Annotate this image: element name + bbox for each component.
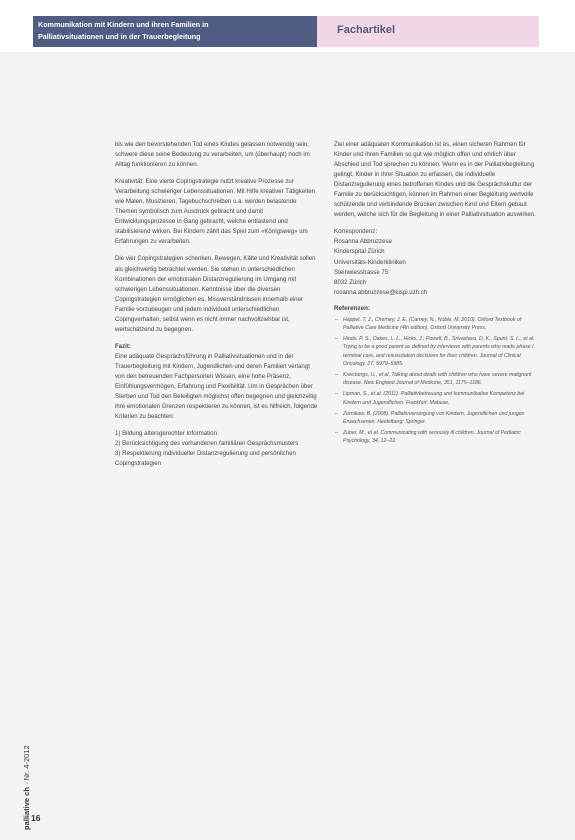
correspondence-email-link[interactable]: rosanna.abbruzzese@kispi.uzh.ch (334, 288, 428, 296)
journal-side-label (22, 745, 31, 830)
correspondence-heading: Korrespondenz: (334, 228, 378, 236)
page-header (0, 0, 575, 52)
left-column (115, 140, 319, 475)
paragraph: Die vier Copingstrategien schenken, Bewegen, Kälte und Kreativität sollen als gleichwertig betrachtet werden. Sie stehen in unterschiedlichen Kombinationen der emotionalen Distanzregulierung im Umgang mit schwierigen Lebenssituationen. Kenntnisse über die diversen Copingstrategien ermöglichen es, Missverständnissen innerhalb einer Familie vorzubeugen und jedem individuell unterschiedlichen Copingverhalten, selbst wenn es nicht immer nachvollziehbar ist, wertschätzend zu begegnen. (115, 255, 316, 333)
fazit-paragraph: Eine adäquate Gesprächsführung in Palliativsituationen und in der Trauerbegleitung mit Kindern, Jugendlichen und deren Familien verlangt von den betreuenden Fachpersonen Wissen, eine hohe Präsenz, Einfühlungsvermögen, Erfahrung und Flexibilität. Um in Gesprächen über Sterben und Tod den Beteiligten möglichst offen begegnen und gleichzeitig ihre emotionalen Grenzen respektieren zu können, ist es hilfreich, folgende Kriterien zu beachten: (115, 352, 318, 421)
correspondence-line: Rosanna Abbruzzese (334, 238, 392, 246)
header-title-line-2: Palliativsituationen und in der Trauerbegleitung (38, 32, 201, 41)
list-item: 1) Bildung altersgerechter Information (115, 430, 217, 438)
correspondence-line: Kinderspital Zürich (334, 248, 385, 256)
correspondence-line: Steinwiesstrasse 75 (334, 268, 389, 276)
reference-item: – Zernikow, B. (2008). Palliativversorgung von Kindern, Jugendlichen und jungen Erwachsenen. Heidelberg: Springer. (343, 410, 538, 426)
reference-item: – Zuber, M., et al. Communicating with seriously ill children. Journal of Pediatric Psychology, 34, 12–22. (343, 429, 538, 445)
journal-name: palliative ch (22, 787, 31, 830)
criteria-list (115, 429, 319, 469)
correspondence-line: Universitäts-Kinderkliniken (334, 258, 406, 266)
fazit-heading: Fazit: (115, 342, 131, 350)
list-item: 2) Berücksichtigung des vorhandenen familiären Gesprächsmusters (115, 440, 299, 448)
right-column (334, 140, 538, 449)
section-label: Fachartikel (337, 24, 396, 36)
paragraph: Ziel einer adäquaten Kommunikation ist es, einen sicheren Rahmen für Kinder und ihren Familien so gut wie möglich offen und ehrlich über Abschied und Tod sprechen zu können. Wenn es in der Palliativbegleitung gelingt, Kinder in ihrer Situation zu erfassen, die individuelle Distanzregulierung eines betroffenen Kindes und die Gesprächskultur der Familie zu berücksichtigen, können im Rahmen einer Begleitung wertvolle schützende und verbindende Brücken zwischen Kind und Eltern gebaut werden, welche sich für die Begleitung in einer Palliativsituation auswirken. (334, 141, 536, 219)
list-item: 3) Respektierung individueller Distanzregulierung und persönlichen Copingstrategien (115, 450, 296, 468)
reference-item: – Kreicbergs, U., et al. Talking about death with children who have severe malignant disease. New England Journal of Medicine, 351, 1175–1186. (343, 371, 538, 387)
page-number: 16 (31, 813, 41, 823)
journal-issue: · Nr. 4-2012 (22, 745, 31, 785)
reference-item: – Happel, T. J., Cherney, J. E. (Carney, N., Noble, M. 2010). Oxford Textbook of Palliative Care Medicine (4th edition). Oxford University Press. (343, 316, 538, 332)
header-title-line-1: Kommunikation mit Kindern und ihren Familien in (38, 20, 209, 29)
references-heading: Referenzen: (334, 304, 371, 312)
correspondence-line: 8032 Zürich (334, 278, 367, 286)
references-list (334, 316, 538, 446)
reference-item: – Lipman, S., et al. (2011). Palliativbetreuung und kommunikative Kompetenz bei Kindern und Jugendlichen. Frankfurt: Mabuse. (343, 390, 538, 406)
paragraph: bis wie den bevorstehenden Tod eines Kindes gelassen notwendig sein, schwere diese seine Bedeutung zu verarbeiten, um (überhaupt) noch im Alltag funktionieren zu können. (115, 141, 310, 169)
paragraph: Kreativität: Eine vierte Copingstrategie nutzt kreative Prozesse zur Verarbeitung schwieriger Lebenssituationen. Mit Hilfe kreativer Tätigkeiten wie Malen, Musizieren, Tagebuchschreiben u.a. werden belastende Themen symbolisch zum Ausdruck gebracht und damit Entwicklungsprozesse in Gang gebracht, welche entlastend und stabilisierend wirken. Bei Kindern zählt das Spiel zum «Königsweg» um Erfahrungen zu verarbeiten. (115, 178, 316, 246)
reference-item: – Hinds, P. S., Oakes, L. L., Hicks, J., Powell, B., Srivastava, D. K., Spunt, S. L., et al. Trying to be a good parent as defined by interviews with parents who made phase I, terminal care, and resuscitation decisions for their children. Journal of Clinical Oncology, 27, 5979–5985. (343, 335, 538, 368)
